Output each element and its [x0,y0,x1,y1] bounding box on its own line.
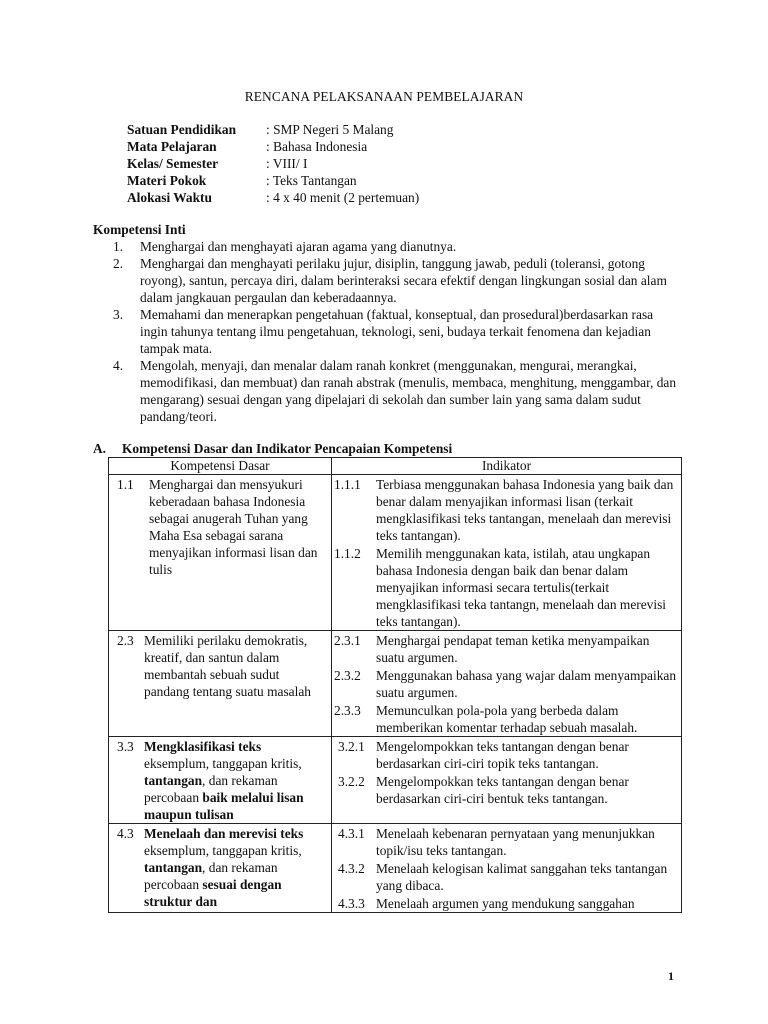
indicator-text: Menelaah argumen yang mendukung sanggahan [376,896,635,911]
table-row [109,737,682,824]
competency-table [108,457,682,913]
section-letter: A. [93,441,107,456]
indicator-number: 2.3.3 [334,703,361,718]
kd-plain-text: eksemplum, tanggapan kritis, [144,843,302,858]
indicator-cell [332,631,682,737]
column-header-indikator: Indikator [332,458,682,475]
info-value: : Bahasa Indonesia [266,139,368,154]
section-title: Kompetensi Dasar dan Indikator Pencapaian Kompetensi [122,441,453,456]
kd-number: 3.3 [117,739,134,754]
indicator-text: Mengelompokkan teks tantangan dengan benar berdasarkan ciri-ciri topik teks tantangan. [376,739,629,771]
indicator-cell [332,824,682,913]
info-label: Satuan Pendidikan [127,122,237,137]
indicator-text: Mengelompokkan teks tantangan dengan benar berdasarkan ciri-ciri bentuk teks tantangan. [376,774,629,806]
info-value: : VIII/ I [266,156,308,171]
kd-text: Memiliki perilaku demokratis, kreatif, dan santun dalam membantah sebuah sudut pandang tentang suatu masalah [144,633,311,699]
indicator-number: 3.2.1 [338,739,365,754]
info-row [127,121,419,138]
list-item [113,255,683,306]
kd-number: 4.3 [117,826,134,841]
kd-bold-text: tantangan [144,860,203,875]
section-a-heading [93,440,452,457]
kd-bold-text: baik melalui lisan maupun tulisan [144,790,304,822]
kd-text [144,738,329,823]
indicator-item [332,475,681,544]
table-row [109,824,682,913]
kd-cell [109,475,332,631]
info-value: : Teks Tantangan [266,173,357,188]
indicator-item [332,701,681,736]
kd-cell [109,631,332,737]
info-label: Mata Pelajaran [127,139,217,154]
info-row [127,138,419,155]
indicator-number: 1.1.1 [334,477,361,492]
indicator-item [332,772,681,807]
indicator-text: Menelaah kebenaran pernyataan yang menunjukkan topik/isu teks tantangan. [376,826,655,858]
kd-plain-text: , dan rekaman percobaan [144,773,278,805]
indicator-item [332,859,681,894]
indicator-text: Memilih menggunakan kata, istilah, atau ungkapan bahasa Indonesia dengan baik dan benar dalam menyajikan informasi secara tertulis(terkait mengklasifikasi teka tantangn, menelaah dan merevisi teks tantangan). [376,546,667,629]
indicator-number: 1.1.2 [334,546,361,561]
table-header-row [109,458,682,475]
kd-bold-text: Menelaah dan merevisi teks [144,826,304,841]
indicator-text: Menggunakan bahasa yang wajar dalam menyampaikan suatu argumen. [376,668,677,700]
indicator-number: 4.3.3 [338,896,365,911]
list-item [113,357,683,425]
list-number: 2. [113,256,124,271]
info-value: : SMP Negeri 5 Malang [266,122,394,137]
list-text: Menghargai dan menghayati perilaku jujur, disiplin, tanggung jawab, peduli (toleransi, gotong royong), santun, percaya diri, dalam berinteraksi secara efektif dengan lingkungan sosial dan alam dalam jangkauan pergaulan dan keberadaannya. [140,256,667,305]
list-text: Memahami dan menerapkan pengetahuan (faktual, konseptual, dan prosedural)berdasarkan rasa ingin tahunya tentang ilmu pengetahuan, teknologi, seni, budaya terkait fenomena dan kejadian tampak mata. [140,307,654,356]
identity-block [127,121,419,206]
list-number: 4. [113,358,124,373]
kd-number: 2.3 [117,633,134,648]
indicator-item [332,737,681,772]
indicator-number: 4.3.1 [338,826,365,841]
kd-plain-text: , dan rekaman percobaan [144,860,278,892]
kompetensi-inti-list [113,238,683,425]
indicator-text: Terbiasa menggunakan bahasa Indonesia yang baik dan benar dalam menyajikan informasi lisan (terkait mengklasifikasi teks tantangan, menelaah dan merevisi teks tantangan). [376,477,674,543]
list-number: 1. [113,239,124,254]
kd-plain-text: eksemplum, tanggapan kritis, [144,756,302,771]
kd-cell [109,737,332,824]
indicator-text: Menghargai pendapat teman ketika menyampaikan suatu argumen. [376,633,650,665]
indicator-number: 2.3.1 [334,633,361,648]
indicator-item [332,894,681,912]
indicator-item [332,544,681,630]
kd-text [144,825,329,910]
indicator-text: Memunculkan pola-pola yang berbeda dalam memberikan komentar terhadap sebuah masalah. [376,703,638,735]
kd-bold-text: sesuai dengan struktur dan [144,877,282,909]
indicator-cell [332,475,682,631]
info-label: Alokasi Waktu [127,190,212,205]
indicator-cell [332,737,682,824]
kompetensi-inti-heading: Kompetensi Inti [93,222,186,237]
table-row [109,475,682,631]
table-row [109,631,682,737]
document-title: RENCANA PELAKSANAAN PEMBELAJARAN [244,89,524,104]
indicator-number: 4.3.2 [338,861,365,876]
kd-text: Menghargai dan mensyukuri keberadaan bahasa Indonesia sebagai anugerah Tuhan yang Maha Esa sebagai sarana menyajikan informasi lisan dan tulis [149,477,318,577]
kd-number: 1.1 [117,477,134,492]
list-text: Mengolah, menyaji, dan menalar dalam ranah konkret (menggunakan, mengurai, merangkai, memodifikasi, dan membuat) dan ranah abstrak (menulis, membaca, menghitung, menggambar, dan mengarang) sesuai dengan yang dipelajari di sekolah dan sumber lain yang sama dalam sudut pandang/teori. [140,358,677,424]
page-number: 1 [668,969,674,983]
indicator-text: Menelaah kelogisan kalimat sanggahan teks tantangan yang dibaca. [376,861,668,893]
info-row [127,155,419,172]
list-text: Menghargai dan menghayati ajaran agama yang dianutnya. [140,239,457,254]
kd-bold-text: tantangan [144,773,203,788]
indicator-number: 3.2.2 [338,774,365,789]
info-row [127,172,419,189]
info-label: Kelas/ Semester [127,156,219,171]
indicator-item [332,824,681,859]
indicator-item [332,631,681,666]
info-label: Materi Pokok [127,173,207,188]
kd-bold-text: Mengklasifikasi teks [144,739,262,754]
kd-cell [109,824,332,913]
info-value: : 4 x 40 menit (2 pertemuan) [266,190,420,205]
indicator-number: 2.3.2 [334,668,361,683]
list-item [113,306,683,357]
list-item [113,238,683,255]
column-header-kd: Kompetensi Dasar [109,458,332,475]
info-row [127,189,419,206]
indicator-item [332,666,681,701]
list-number: 3. [113,307,124,322]
